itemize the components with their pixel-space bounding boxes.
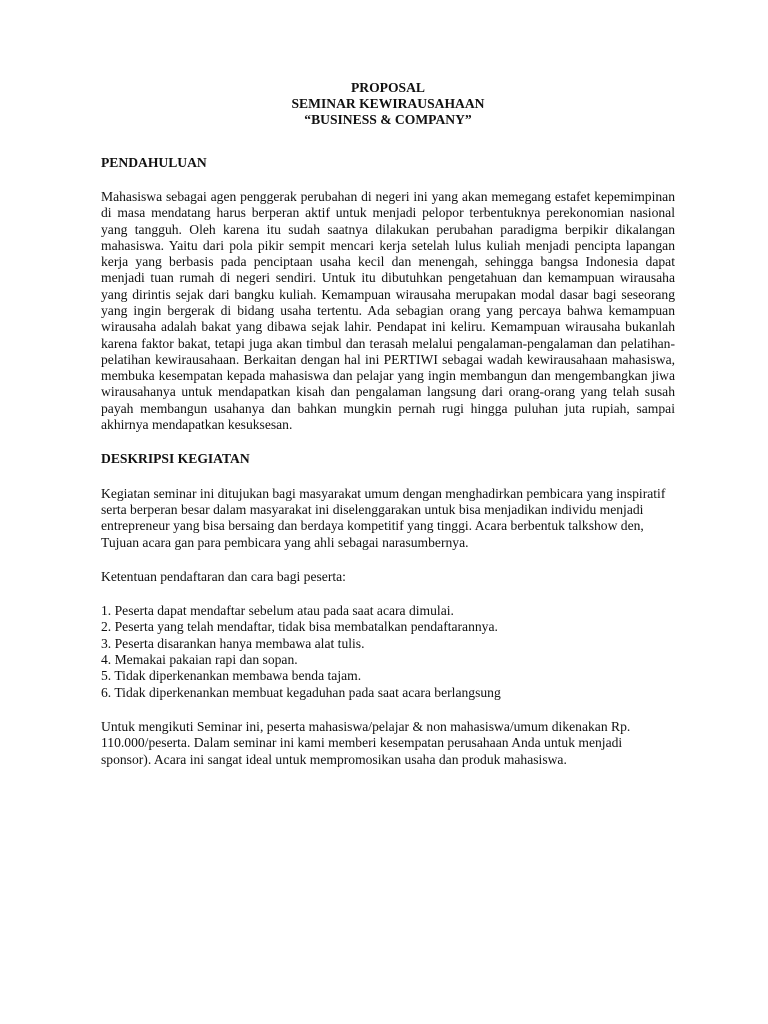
heading-deskripsi-kegiatan: DESKRIPSI KEGIATAN (101, 451, 250, 467)
list-item: 6. Tidak diperkenankan membuat kegaduhan pada saat acara berlangsung (101, 684, 501, 700)
rules-list (101, 603, 675, 701)
list-item: 3. Peserta disarankan hanya membawa alat tulis. (101, 635, 365, 651)
closing-paragraph: Untuk mengikuti Seminar ini, peserta mahasiswa/pelajar & non mahasiswa/umum dikenakan Rp. 110.000/peserta. Dalam seminar ini kami memberi kesempatan perusahaan Anda untuk menjadi sponsor). Acara ini sangat ideal untuk mempromosikan usaha dan produk mahasiswa. (101, 718, 631, 767)
rules-intro: Ketentuan pendaftaran dan cara bagi peserta: (101, 568, 346, 584)
title-line-1: PROPOSAL (350, 80, 425, 95)
title-line-2: SEMINAR KEWIRAUSAHAAN (291, 96, 485, 112)
list-item: 1. Peserta dapat mendaftar sebelum atau pada saat acara dimulai. (101, 603, 454, 619)
pendahuluan-paragraph: Mahasiswa sebagai agen penggerak perubahan di negeri ini yang akan memegang estafet kepemimpinan di masa mendatang harus berperan aktif untuk menjadi pelopor terbentuknya perekonomian nasional yang tangguh. Oleh karena itu sudah saatnya dilakukan perubahan paradigma berpikir dikalangan mahasiswa. Yaitu dari pola pikir sempit mencari kerja setelah lulus kuliah menjadi pencipta lapangan kerja yang berbasis pada penciptaan usaha kecil dan menengah, sehingga bangsa Indonesia dapat menjadi tuan rumah di negeri sendiri. Untuk itu dibutuhkan pengetahuan dan kemampuan wirausaha yang dirintis sejak dari bangku kuliah. Kemampuan wirausaha merupakan modal dasar bagi seseorang yang ingin bergerak di bidang usaha tertentu. Ada sebagian orang yang percaya bahwa kemampuan wirausaha adalah bakat yang dibawa sejak lahir. Pendapat ini keliru. Kemampuan wirausaha bukanlah karena faktor bakat, tetapi juga akan timbul dan terasah melalui pengalaman-pengalaman dan pelatihan-pelatihan kewirausahaan. Berkaitan dengan hal ini PERTIWI sebagai wadah kewirausahaan mahasiswa, membuka kesempatan kepada mahasiswa dan pelajar yang ingin membangun dan mengembangkan jiwa wirausahanya untuk mendapatkan kisah dan pengalaman langsung dari orang-orang yang telah susah payah membangun usahanya dan bahkan mungkin pernah rugi hingga puluhan juta rupiah, sampai akhirnya mendapatkan kesuksesan. (101, 188, 675, 433)
list-item: 5. Tidak diperkenankan membawa benda tajam. (101, 668, 362, 684)
document-page (101, 80, 675, 768)
list-item: 4. Memakai pakaian rapi dan sopan. (101, 652, 298, 668)
list-item: 2. Peserta yang telah mendaftar, tidak bisa membatalkan pendaftarannya. (101, 619, 498, 635)
document-title (101, 80, 675, 129)
title-line-3: “BUSINESS & COMPANY” (304, 112, 472, 128)
deskripsi-paragraph: Kegiatan seminar ini ditujukan bagi masyarakat umum dengan menghadirkan pembicara yang inspiratif serta berperan besar dalam masyarakat ini diselenggarakan untuk bisa menjadikan individu menjadi entrepreneur yang bisa bersaing dan berdaya kompetitif yang tinggi. Acara berbentuk talkshow den, Tujuan acara gan para pembicara yang ahli sebagai narasumbernya. (101, 485, 666, 550)
heading-pendahuluan: PENDAHULUAN (101, 154, 207, 170)
